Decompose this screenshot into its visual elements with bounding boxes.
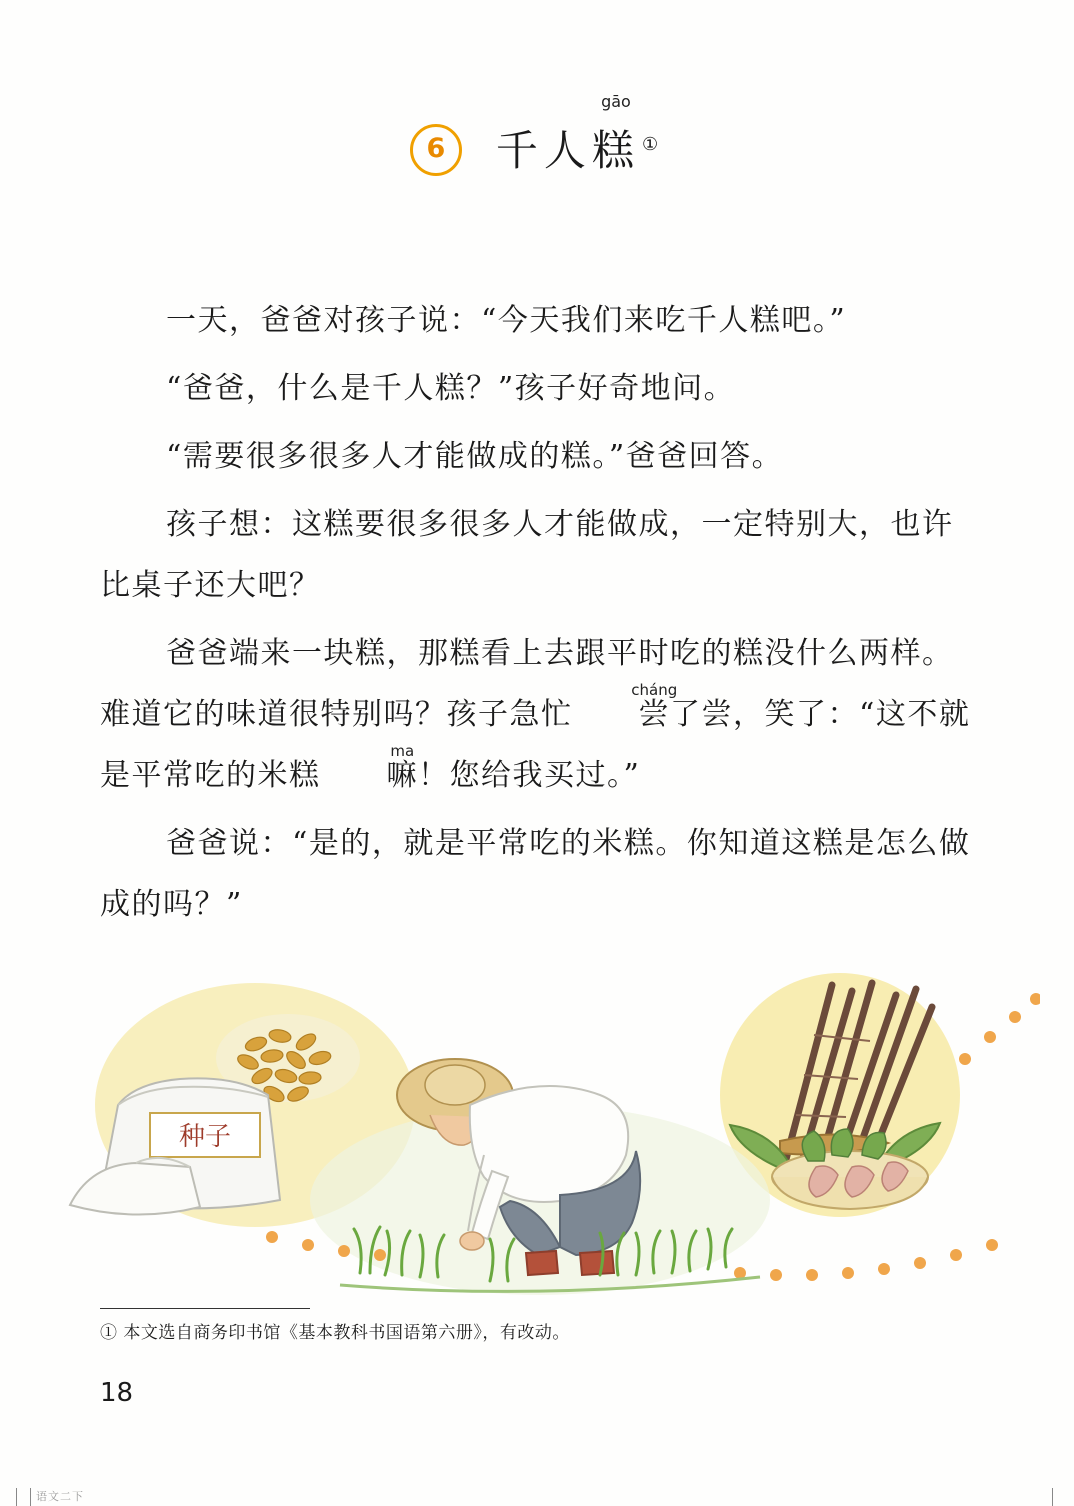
page-title <box>495 92 665 178</box>
paragraph-5-part-1: 爸爸端来一块糕，那糕看上去跟平时吃的糕没什么两样。难道它的味道很特别吗？孩子急忙 <box>100 636 954 732</box>
paragraph-5-part-3: ！您给我买过。” <box>418 758 641 793</box>
print-code: 语文二下 <box>36 1490 84 1503</box>
ruby-base-ma: 嘛 <box>386 758 418 793</box>
title-char-gao-with-ruby: gāo 糕 <box>591 92 640 175</box>
footnote-divider <box>100 1308 310 1309</box>
ruby-ma <box>321 742 419 806</box>
footnote <box>100 1318 570 1343</box>
ruby-chang <box>573 681 678 745</box>
svg-text:种子: 种子 <box>178 1122 232 1152</box>
paragraph-1: 一天，爸爸对孩子说：“今天我们来吃千人糕吧。” <box>166 303 847 338</box>
lesson-illustration <box>40 955 1040 1305</box>
lesson-title-row <box>0 92 1074 178</box>
paragraph-3: “需要很多很多人才能做成的糕。”爸爸回答。 <box>166 439 784 474</box>
paragraph-5-part-2: 了尝，笑了：“这不就是平常吃的米糕 <box>100 697 971 793</box>
lesson-number-badge: 6 <box>410 124 462 176</box>
title-char-qian: 千 <box>495 126 544 175</box>
ruby-text-ma: ma <box>390 742 415 760</box>
paragraph-5 <box>100 623 974 806</box>
paragraph-2: “爸爸，什么是千人糕？”孩子好奇地问。 <box>166 371 736 406</box>
ruby-base-chang: 尝 <box>638 697 670 732</box>
title-ruby-gao: gāo <box>601 92 631 111</box>
crop-mark-left-2 <box>30 1488 31 1506</box>
ruby-text-chang: cháng <box>631 681 678 699</box>
title-char-ren: 人 <box>543 126 592 175</box>
footnote-marker: ① <box>100 1323 118 1343</box>
crop-mark-right <box>1052 1488 1053 1506</box>
page-number: 18 <box>100 1378 134 1408</box>
crop-mark-left <box>16 1488 17 1506</box>
paragraph-4: 孩子想：这糕要很多很多人才能做成，一定特别大，也许比桌子还大吧？ <box>100 507 954 603</box>
footnote-text: 本文选自商务印书馆《基本教科书国语第六册》，有改动。 <box>123 1323 570 1343</box>
paragraph-6: 爸爸说：“是的，就是平常吃的米糕。你知道这糕是怎么做成的吗？” <box>100 826 971 922</box>
lesson-body <box>100 290 974 942</box>
title-footnote-marker: ① <box>641 134 665 155</box>
